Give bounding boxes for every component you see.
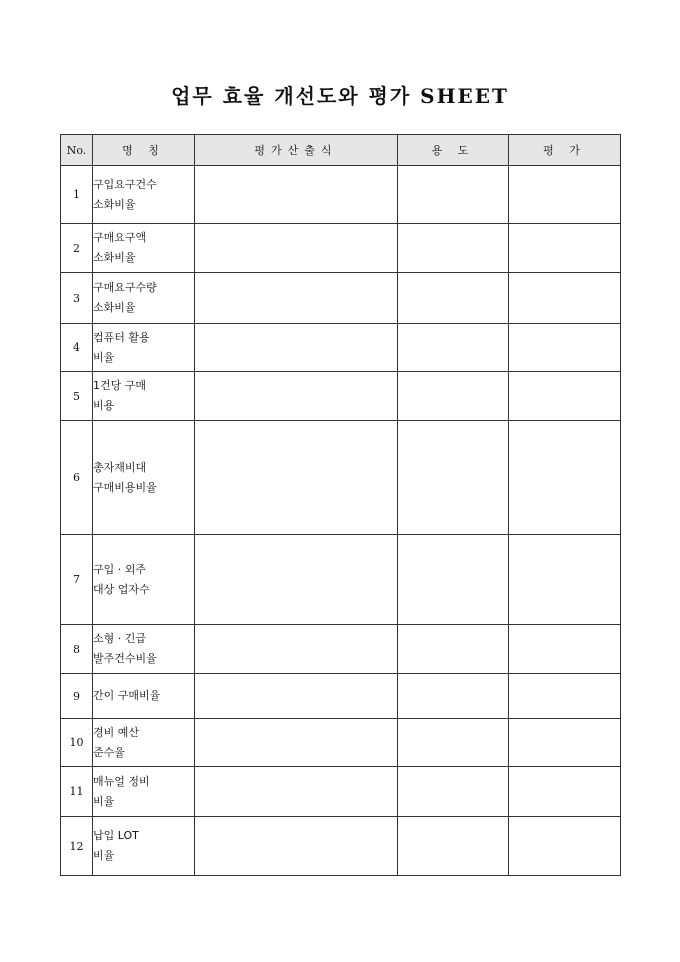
formula-cell[interactable] [195, 535, 398, 625]
header-evaluation: 평 가 [509, 135, 621, 166]
row-number: 11 [61, 767, 93, 817]
row-name: 매뉴얼 정비 비율 [93, 767, 195, 817]
page-title: 업무 효율 개선도와 평가 SHEET [171, 84, 509, 108]
evaluation-cell[interactable] [509, 719, 621, 767]
row-name: 컴퓨터 활용 비율 [93, 324, 195, 372]
use-cell[interactable] [398, 719, 509, 767]
evaluation-cell[interactable] [509, 767, 621, 817]
use-cell[interactable] [398, 224, 509, 273]
table-row [61, 421, 621, 535]
use-cell[interactable] [398, 674, 509, 719]
formula-cell[interactable] [195, 817, 398, 876]
evaluation-cell[interactable] [509, 421, 621, 535]
evaluation-cell[interactable] [509, 324, 621, 372]
row-name: 1건당 구매 비용 [93, 372, 195, 421]
evaluation-cell[interactable] [509, 535, 621, 625]
table-row [61, 224, 621, 273]
use-cell[interactable] [398, 625, 509, 674]
row-number: 2 [61, 224, 93, 273]
evaluation-cell[interactable] [509, 224, 621, 273]
evaluation-cell[interactable] [509, 817, 621, 876]
formula-cell[interactable] [195, 372, 398, 421]
row-name: 소형 · 긴급 발주건수비율 [93, 625, 195, 674]
formula-cell[interactable] [195, 224, 398, 273]
row-number: 4 [61, 324, 93, 372]
evaluation-cell[interactable] [509, 625, 621, 674]
row-name: 구입요구건수 소화비율 [93, 166, 195, 224]
evaluation-cell[interactable] [509, 674, 621, 719]
header-no: No. [61, 135, 93, 166]
row-number: 5 [61, 372, 93, 421]
row-number: 1 [61, 166, 93, 224]
table-row [61, 817, 621, 876]
table-row [61, 535, 621, 625]
table-row [61, 372, 621, 421]
use-cell[interactable] [398, 817, 509, 876]
row-number: 10 [61, 719, 93, 767]
row-name: 구매요구수량 소화비율 [93, 273, 195, 324]
row-name: 간이 구매비율 [93, 674, 195, 719]
header-formula: 평가산출식 [195, 135, 398, 166]
row-number: 9 [61, 674, 93, 719]
formula-cell[interactable] [195, 719, 398, 767]
row-number: 6 [61, 421, 93, 535]
evaluation-table [60, 134, 621, 876]
use-cell[interactable] [398, 273, 509, 324]
formula-cell[interactable] [195, 166, 398, 224]
row-name: 구입 · 외주 대상 업자수 [93, 535, 195, 625]
use-cell[interactable] [398, 535, 509, 625]
table-row [61, 719, 621, 767]
header-name: 명 칭 [93, 135, 195, 166]
row-name: 총자재비대 구매비용비율 [93, 421, 195, 535]
row-number: 7 [61, 535, 93, 625]
header-use: 용 도 [398, 135, 509, 166]
table-row [61, 767, 621, 817]
formula-cell[interactable] [195, 674, 398, 719]
evaluation-cell[interactable] [509, 273, 621, 324]
table-row [61, 625, 621, 674]
use-cell[interactable] [398, 372, 509, 421]
formula-cell[interactable] [195, 767, 398, 817]
use-cell[interactable] [398, 767, 509, 817]
formula-cell[interactable] [195, 273, 398, 324]
table-row [61, 674, 621, 719]
formula-cell[interactable] [195, 421, 398, 535]
formula-cell[interactable] [195, 324, 398, 372]
row-name: 경비 예산 준수율 [93, 719, 195, 767]
header-row [61, 135, 621, 166]
row-name: 납입 LOT 비율 [93, 817, 195, 876]
row-number: 12 [61, 817, 93, 876]
row-name: 구매요구액 소화비율 [93, 224, 195, 273]
table-row [61, 273, 621, 324]
use-cell[interactable] [398, 324, 509, 372]
evaluation-cell[interactable] [509, 166, 621, 224]
use-cell[interactable] [398, 421, 509, 535]
table-row [61, 324, 621, 372]
evaluation-cell[interactable] [509, 372, 621, 421]
row-number: 8 [61, 625, 93, 674]
use-cell[interactable] [398, 166, 509, 224]
formula-cell[interactable] [195, 625, 398, 674]
table-row [61, 166, 621, 224]
row-number: 3 [61, 273, 93, 324]
